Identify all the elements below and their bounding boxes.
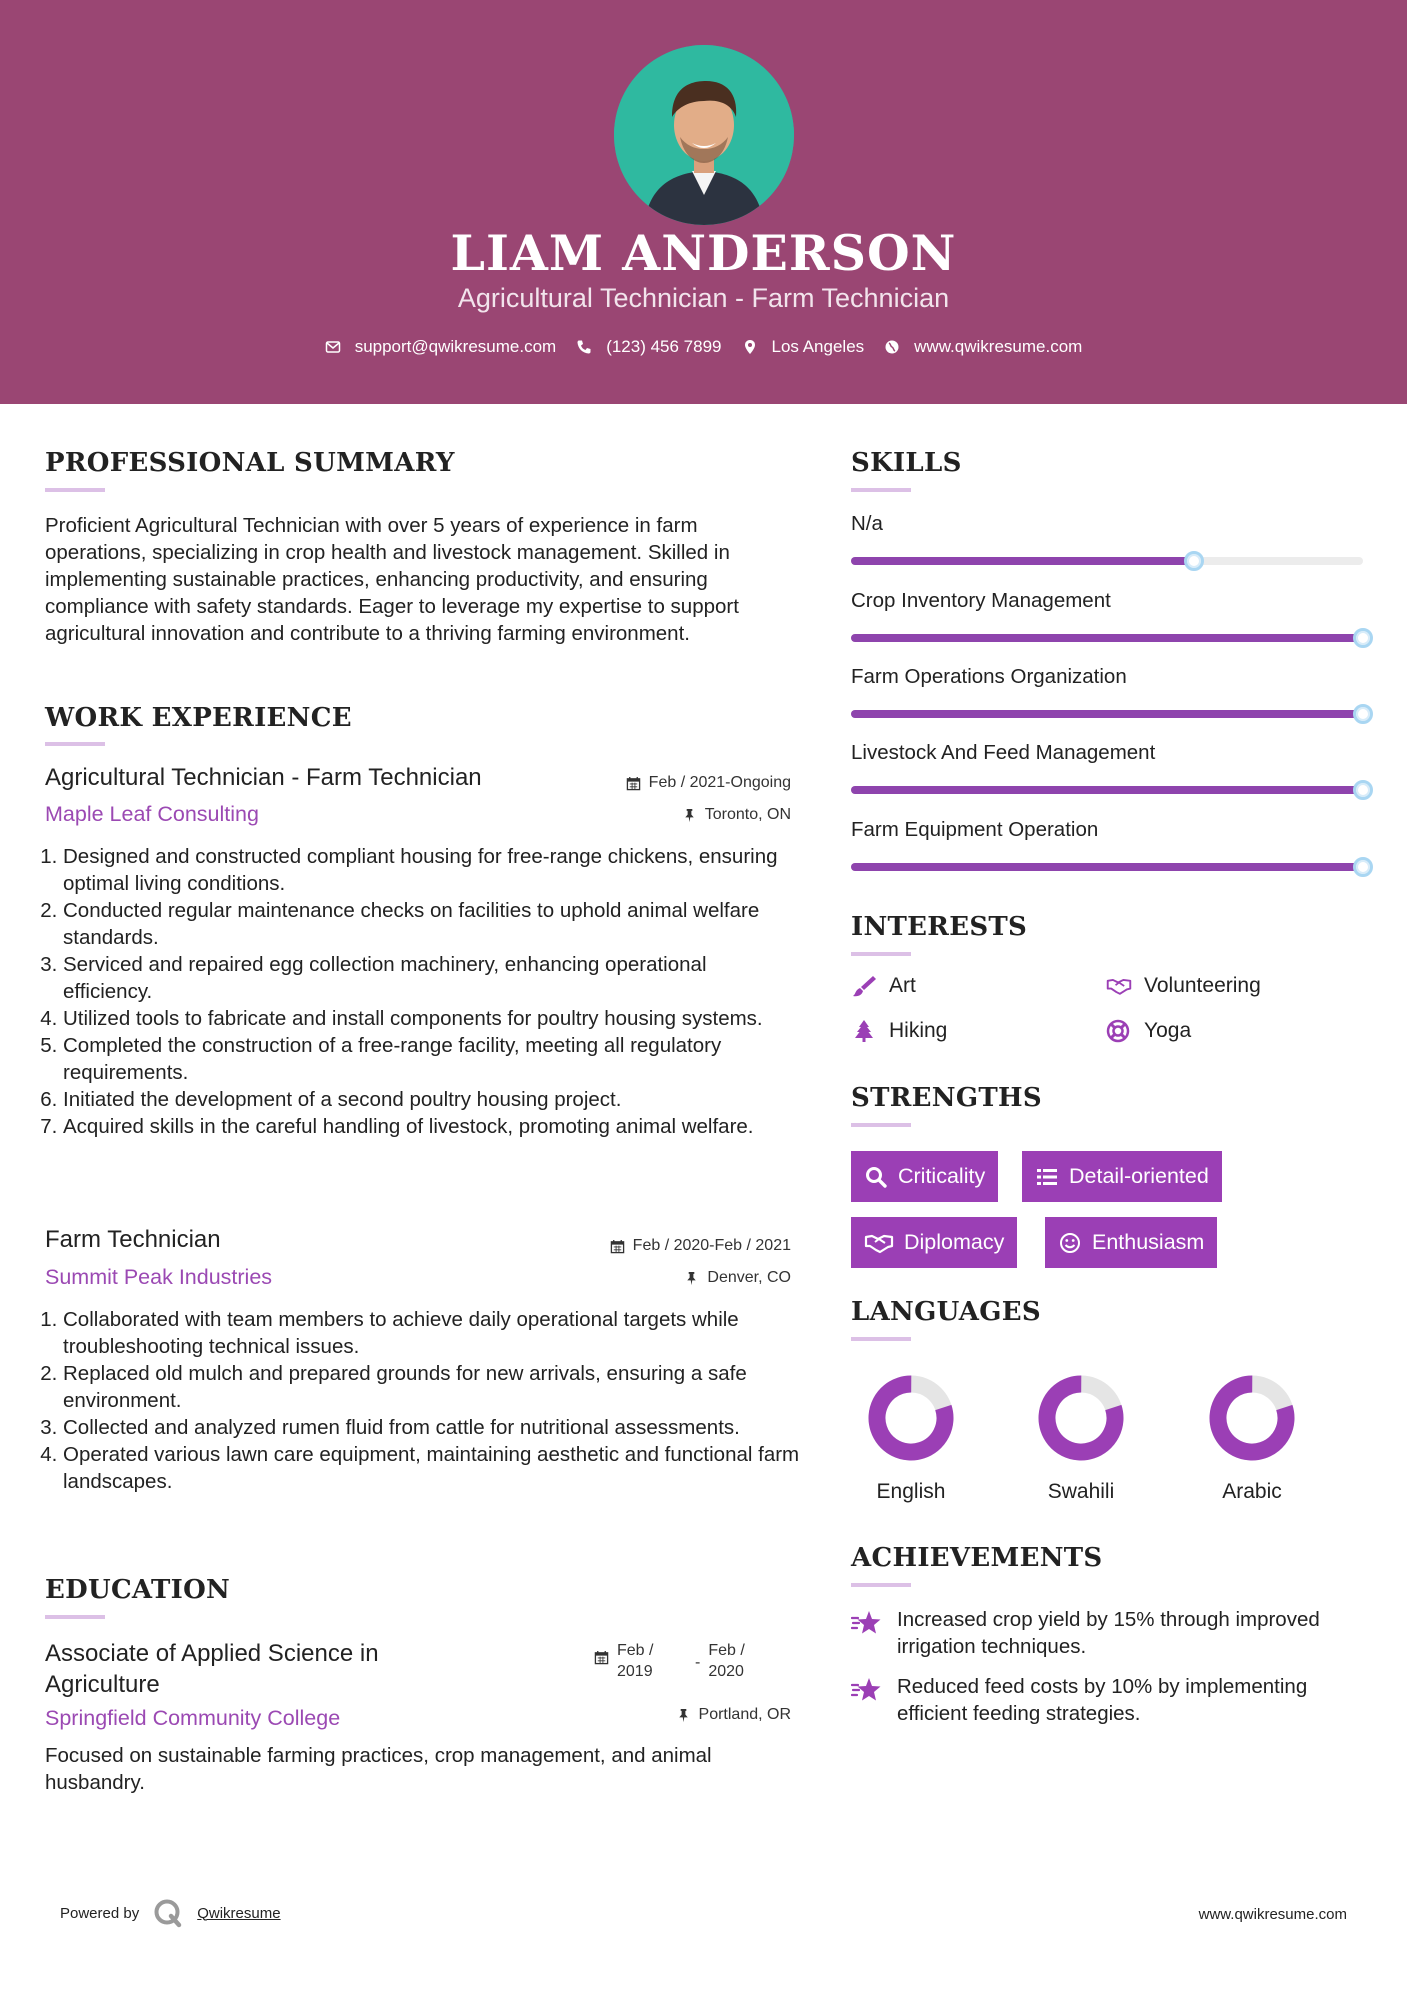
list-item: 3. Serviced and repaired egg collection machinery, enhancing operational efficiency. [63,951,800,1005]
strengths-heading: STRENGTHS [851,1083,1042,1113]
candidate-role: Agricultural Technician - Farm Technician [457,283,950,313]
achievement-text: Increased crop yield by 15% through improved irrigation techniques. [897,1608,1320,1658]
language-item [1021,1375,1141,1504]
skill-name: Livestock And Feed Management [851,741,1156,764]
contact-location [742,337,865,357]
interest-label: Yoga [1144,1019,1192,1042]
job-company: Summit Peak Industries [45,1265,273,1289]
education-location [676,1706,791,1724]
list-item: 6. Initiated the development of a second poultry housing project. [63,1086,800,1113]
education-end [708,1640,744,1682]
language-item [1192,1375,1312,1504]
contact-website[interactable] [884,337,1082,357]
education-location-text: Portland, OR [698,1706,791,1723]
skill-bar [851,863,1363,871]
degree-line-2: Agriculture [45,1671,160,1698]
job-dates [626,774,791,792]
languages-underline [851,1337,911,1341]
job-dates [610,1237,791,1255]
skills-underline [851,488,911,492]
strengths-underline [851,1123,911,1127]
list-item: 4. Utilized tools to fabricate and install components for poultry housing systems. [63,1005,800,1032]
handshake-icon [864,1231,894,1255]
skill-name: N/a [851,512,883,535]
phone-icon [576,339,592,355]
job-location [682,806,791,824]
skill-fill [851,863,1363,871]
job-location [684,1269,791,1287]
contact-row [0,337,1407,357]
languages-heading: LANGUAGES [851,1297,1041,1327]
interest-item [1106,1019,1191,1043]
job-dates-text: Feb / 2020-Feb / 2021 [632,1237,791,1254]
envelope-icon [325,339,341,355]
start-year: 2019 [617,1663,653,1680]
summary-heading: PROFESSIONAL SUMMARY [45,448,455,478]
qwikresume-logo-icon [153,1898,183,1928]
degree-line-1: Associate of Applied Science in [45,1640,379,1667]
calendar-icon [594,1650,609,1665]
calendar-icon [626,776,641,791]
smile-icon [1058,1231,1082,1255]
skill-bar [851,557,1363,565]
lifering-icon [1106,1019,1132,1043]
language-name: Swahili [1047,1480,1115,1503]
job-bullets [45,843,800,1140]
job-dates-text: Feb / 2021-Ongoing [648,774,791,791]
website-text: www.qwikresume.com [914,337,1083,356]
email-text: support@qwikresume.com [354,337,557,356]
language-item [851,1375,971,1504]
achievement-text: Reduced feed costs by 10% by implementing efficient feeding strategies. [897,1675,1308,1725]
footer-powered-by [60,1898,281,1928]
footer-website[interactable]: www.qwikresume.com [1198,1906,1347,1923]
skill-handle [1184,551,1204,571]
skill-handle [1353,704,1373,724]
skills-heading: SKILLS [851,448,962,478]
strength-label: Detail-oriented [1069,1164,1209,1188]
list-item: 2. Conducted regular maintenance checks on facilities to uphold animal welfare standards. [63,897,800,951]
interests-underline [851,952,911,956]
globe-icon [884,339,900,355]
strength-badge [1022,1151,1222,1202]
avatar [614,45,794,225]
strength-label: Criticality [898,1164,986,1188]
interest-item [851,1019,947,1043]
language-donut [1209,1375,1295,1461]
job-bullets [45,1306,800,1495]
summary-text: Proficient Agricultural Technician with over 5 years of experience in farm operations, specializing in crop health and livestock management. Skilled in implementing sustainable practices, enhancing productivity, and ensuring compliance with safety standards. Eager to leverage my expertise to support agricultural innovation and contribute to a thriving farming environment. [45,514,739,645]
list-item: 4. Operated various lawn care equipment, maintaining aesthetic and functional farm landscapes. [63,1441,800,1495]
language-donut [1038,1375,1124,1461]
strength-badge [851,1217,1017,1268]
experience-underline [45,742,105,746]
strength-badge [1045,1217,1217,1268]
job-title: Agricultural Technician - Farm Technician [45,764,482,791]
skill-fill [851,786,1363,794]
strength-badge [851,1151,998,1202]
star-award-icon [851,1608,883,1638]
skill-bar [851,634,1363,642]
interest-label: Volunteering [1144,974,1261,997]
education-start [617,1640,687,1682]
summary-underline [45,488,105,492]
skill-fill [851,557,1194,565]
skill-name: Farm Equipment Operation [851,818,1099,841]
job-location-text: Denver, CO [707,1269,791,1286]
experience-heading: WORK EXPERIENCE [45,703,352,733]
skill-name: Crop Inventory Management [851,589,1111,612]
interest-label: Hiking [889,1019,948,1042]
education-heading: EDUCATION [45,1575,231,1605]
list-item: 1. Collaborated with team members to achieve daily operational targets while troubleshooting technical issues. [63,1306,800,1360]
list-item: 2. Replaced old mulch and prepared grounds for new arrivals, ensuring a safe environment. [63,1360,800,1414]
job-title: Farm Technician [45,1226,221,1253]
resume-header [0,0,1407,404]
skill-name: Farm Operations Organization [851,665,1127,688]
job-location-text: Toronto, ON [704,806,791,823]
achievements-underline [851,1583,911,1587]
pushpin-icon [684,1271,699,1286]
list-item: 5. Completed the construction of a free-range facility, meeting all regulatory requirements. [63,1032,800,1086]
language-donut [868,1375,954,1461]
paintbrush-icon [851,974,877,998]
end-month: Feb / [708,1642,745,1659]
date-dash: - [695,1654,701,1671]
interest-item [1106,974,1261,998]
pushpin-icon [676,1708,691,1723]
list-icon [1035,1165,1059,1189]
powered-by-text: Powered by [60,1904,140,1922]
achievements-heading: ACHIEVEMENTS [851,1543,1103,1573]
skill-handle [1353,628,1373,648]
strength-label: Diplomacy [904,1230,1005,1254]
strength-label: Enthusiasm [1092,1230,1205,1254]
interest-item [851,974,916,998]
calendar-icon [610,1239,625,1254]
map-pin-icon [742,339,758,355]
school-name: Springfield Community College [45,1706,341,1730]
end-year: 2020 [708,1663,744,1680]
language-name: Arabic [1222,1480,1282,1503]
education-description: Focused on sustainable farming practices, crop management, and animal husbandry. [45,1744,712,1794]
job-company: Maple Leaf Consulting [45,802,259,826]
handshake-icon [1106,974,1132,998]
candidate-name: LIAM ANDERSON [450,224,957,282]
skill-bar [851,710,1363,718]
skill-handle [1353,780,1373,800]
interests-heading: INTERESTS [851,912,1028,942]
list-item: 1. Designed and constructed compliant housing for free-range chickens, ensuring optimal living conditions. [63,843,800,897]
skill-bar [851,786,1363,794]
achievement-item [851,1606,1371,1660]
tree-icon [851,1019,877,1043]
list-item: 7. Acquired skills in the careful handling of livestock, promoting animal welfare. [63,1113,800,1140]
degree-title [45,1638,379,1700]
list-item: 3. Collected and analyzed rumen fluid from cattle for nutritional assessments. [63,1414,800,1441]
education-dates [594,1640,745,1682]
star-award-icon [851,1675,883,1705]
start-month: Feb / [617,1642,654,1659]
qwikresume-link[interactable]: Qwikresume [197,1904,281,1922]
phone-text: (123) 456 7899 [606,337,722,356]
location-text: Los Angeles [771,337,865,356]
contact-email[interactable] [325,337,557,357]
pushpin-icon [682,808,697,823]
search-icon [864,1165,888,1189]
education-underline [45,1615,105,1619]
contact-phone[interactable] [576,337,721,357]
skill-handle [1353,857,1373,877]
language-name: English [876,1480,946,1503]
achievement-item [851,1673,1371,1727]
person-photo [614,45,794,225]
interest-label: Art [889,974,916,997]
skill-fill [851,710,1363,718]
skill-fill [851,634,1363,642]
